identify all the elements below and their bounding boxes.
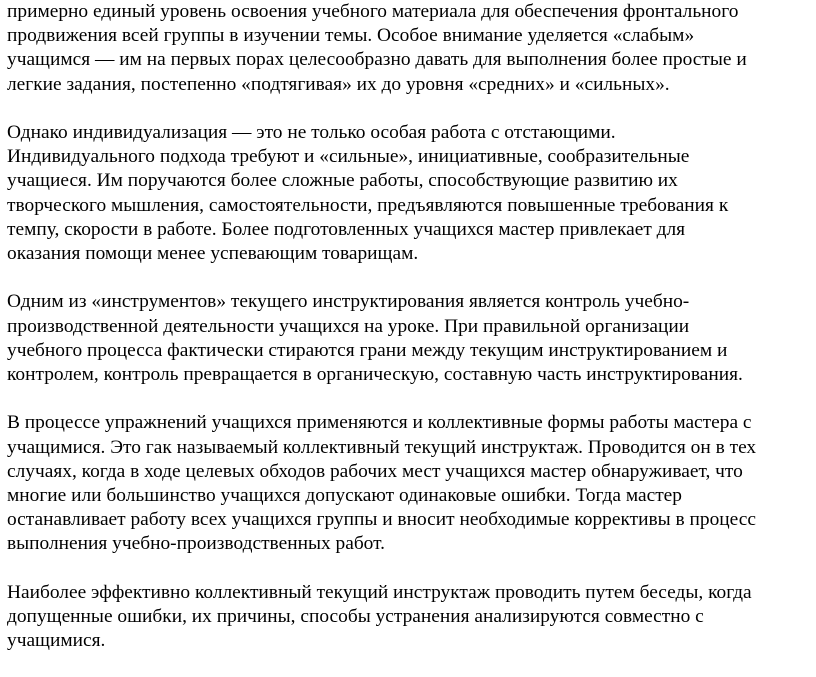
text-line: Однако индивидуализация — это не только особая работа с отстающими. <box>7 122 616 143</box>
paragraph-4 <box>7 411 810 556</box>
text-line: учащимися. <box>7 630 106 652</box>
text-line: многие или большинство учащихся допускают одинаковые ошибки. Тогда мастер <box>7 485 682 507</box>
paragraph-1 <box>7 0 810 97</box>
text-line: Индивидуального подхода требуют и «сильные», инициативные, сообразительные <box>7 146 690 168</box>
text-line: учащимися. Это гак называемый коллективный текущий инструктаж. Проводится он в тех <box>7 436 757 458</box>
paragraph-2 <box>7 121 810 266</box>
text-line: останавливает работу всех учащихся группы и вносит необходимые коррективы в процесс <box>7 509 756 531</box>
paragraph-5 <box>7 581 810 654</box>
text-line: учебного процесса фактически стираются грани между текущим инструктированием и <box>7 339 728 361</box>
text-line: допущенные ошибки, их причины, способы устранения анализируются совместно с <box>7 606 704 628</box>
text-line: примерно единый уровень освоения учебного материала для обеспечения фронтального <box>7 1 739 22</box>
text-line: творческого мышления, самостоятельности, предъявляются повышенные требования к <box>7 194 729 216</box>
text-line: Одним из «инструментов» текущего инструктирования является контроль учебно- <box>7 291 690 313</box>
text-line: учащимся — им на первых порах целесообразно давать для выполнения более простые и <box>7 49 747 71</box>
text-line: случаях, когда в ходе целевых обходов рабочих мест учащихся мастер обнаруживает, что <box>7 460 743 482</box>
text-line: легкие задания, постепенно «подтягивая» их до уровня «средних» и «сильных». <box>7 73 670 95</box>
text-line: продвижения всей группы в изучении темы. Особое внимание уделяется «слабым» <box>7 25 695 47</box>
text-line: Наиболее эффективно коллективный текущий инструктаж проводить путем беседы, когда <box>7 581 752 603</box>
text-line: оказания помощи менее успевающим товарищам. <box>7 243 419 265</box>
text-line: производственной деятельности учащихся на уроке. При правильной организации <box>7 315 690 337</box>
text-line: темпу, скорости в работе. Более подготовленных учащихся мастер привлекает для <box>7 218 686 240</box>
paragraph-3 <box>7 290 810 387</box>
text-line: В процессе упражнений учащихся применяются и коллективные формы работы мастера с <box>7 412 752 434</box>
text-line: выполнения учебно-производственных работ. <box>7 533 385 555</box>
text-line: контролем, контроль превращается в органическую, составную часть инструктирования. <box>7 364 743 386</box>
text-line: учащиеся. Им поручаются более сложные работы, способствующие развитию их <box>7 170 678 192</box>
